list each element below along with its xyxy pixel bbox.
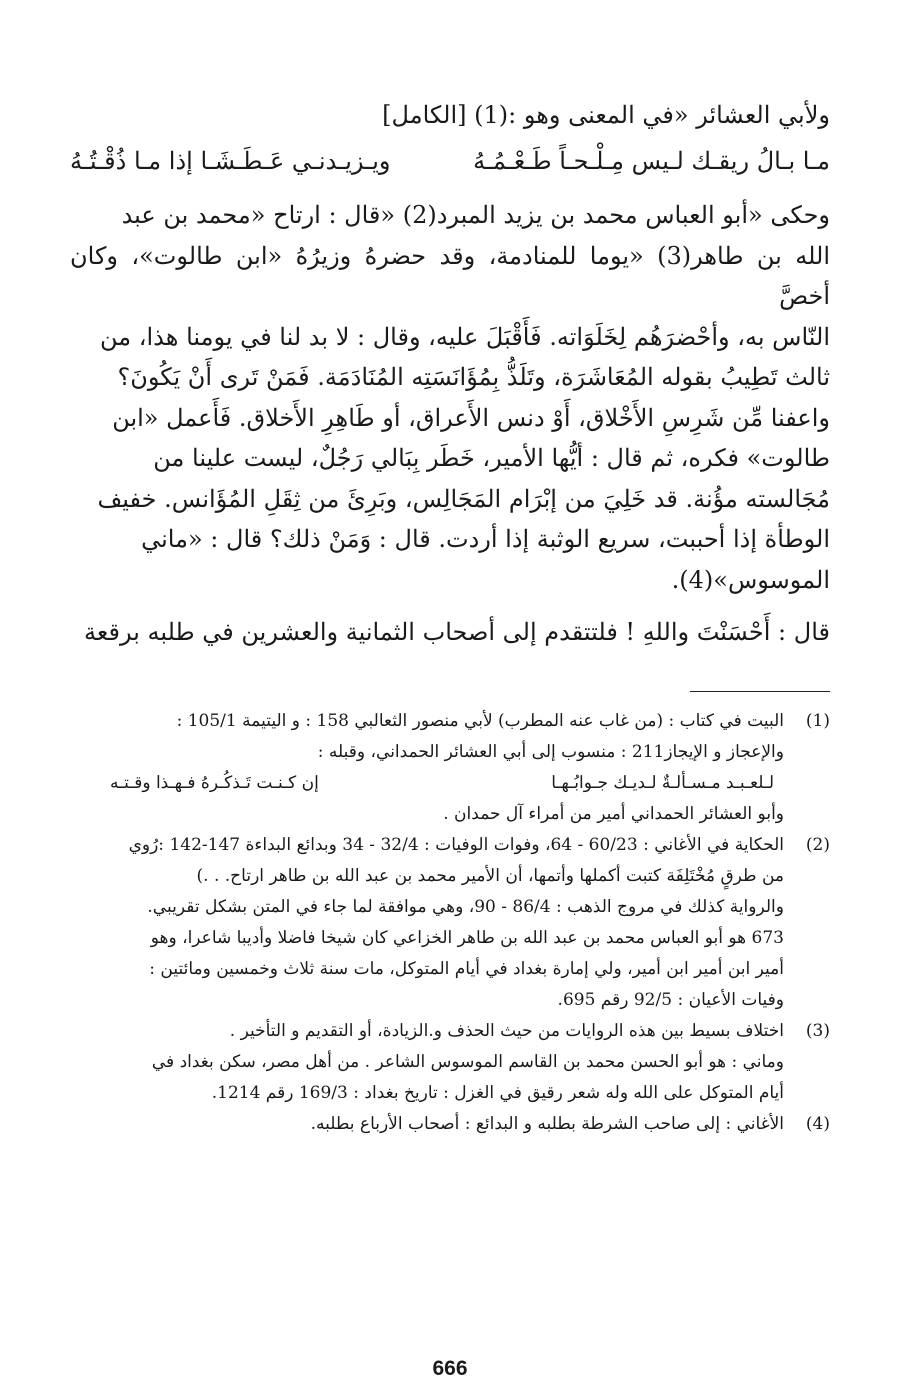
- footnote-line: والإعجاز و الإيجاز211 : منسوب إلى أبي العشائر الحمداني، وقبله :: [317, 741, 784, 762]
- footnote-body: [70, 830, 784, 1016]
- footnote-line: 673 هو أبو العباس محمد بن عبد الله بن طاهر الخزاعي كان شيخا فاضلا وأديبا شاعرا، وهو: [150, 927, 784, 948]
- footnote-2: [70, 830, 830, 1016]
- paragraph-line: ثالث تَطِيبُ بقوله المُعَاشَرَة، وتَلَذُّ بِمُؤَانَسَتِه المُنَادَمَة. فَمَنْ تَرى أَنْ يَكُونَ؟: [117, 363, 830, 391]
- footnote-body: [70, 1016, 784, 1109]
- footnote-number: (1): [805, 710, 830, 731]
- footnote-line: وفيات الأعيان : 92/5 رقم 695.: [557, 989, 784, 1010]
- footnote-line: والرواية كذلك في مروج الذهب : 86/4 - 90، وهي موافقة لما جاء في المتن بشكل تقريبي.: [147, 896, 784, 917]
- footnote-line: وماني : هو أبو الحسن محمد بن القاسم الموسوس الشاعر . من أهل مصر، سكن بغداد في: [151, 1051, 784, 1072]
- paragraph-line: واعفنا مِّن شَرِسِ الأَخْلاق، أَوْ دنس الأَعراق، أو طَاهِرِ الأَخلاق. فَأَعمل «ابن: [112, 403, 830, 432]
- footnote-line: أيام المتوكل على الله وله شعر رقيق في الغزل : تاريخ بغداد : 169/3 رقم 1214.: [211, 1082, 784, 1103]
- verse-first-hemistich: مـا بـالُ ريقـك لـيس مِـلْـحـاً طَـعْـمُـهُ: [473, 147, 830, 175]
- paragraph-line: النّاس به، وأحْضرَهُم لِخَلَوَاته. فَأَقْبَلَ عليه، وقال : لا بد لنا في يومنا هذا، من: [100, 322, 830, 351]
- footnote-number: (2): [805, 834, 830, 855]
- footnote-line: وأبو العشائر الحمداني أمير من أمراء آل حمدان .: [443, 803, 784, 824]
- paragraph-line: مُجَالسته مؤُنة. قد خَلِيَ من إبْرَام المَجَالِس، وبَرِئَ من ثِقَلِ المُؤَانس. خفيف: [97, 484, 830, 513]
- footnote-line: اختلاف بسيط بين هذه الروايات من حيث الحذف و.الزيادة، أو التقديم و التأخير .: [229, 1020, 784, 1041]
- verse-second-hemistich: ويـزيـدنـي عَـطَـشَـا إذا مـا ذُقْـتُـهُ: [70, 147, 391, 175]
- footnote-number: (3): [805, 1020, 830, 1041]
- footnote-4: [70, 1109, 830, 1140]
- footnote-3: [70, 1016, 830, 1109]
- main-paragraph: [70, 195, 830, 600]
- footnote-line: الأغاني : إلى صاحب الشرطة بطلبه و البدائع : أصحاب الأرباع بطلبه.: [310, 1113, 784, 1134]
- footnote-verse-second: إن كـنـت تَـذكُـرهُ فـهـذا وقـتـه: [110, 772, 319, 793]
- intro-line: ولأبي العشائر «في المعنى وهو :(1) [الكامل]: [382, 101, 830, 129]
- book-page: [70, 95, 830, 1380]
- footnote-line: أمير ابن أمير ابن أمير، ولي إمارة بغداد في أيام المتوكل، مات سنة ثلاث وخمسين ومائتين :: [149, 958, 784, 979]
- paragraph-line: طالوت» فكره، ثم قال : أيُّها الأمير، خَطَر بِبَالي رَجُلٌ، ليست علينا من: [153, 444, 830, 472]
- footnote-line: البيت في كتاب : (من غاب عنه المطرب) لأبي منصور الثعالبي 158 : و اليتيمة 105/1 :: [176, 710, 784, 731]
- paragraph-line: الموسوس»(4).: [671, 565, 830, 594]
- paragraph-line: الله بن طاهر(3) «يوما للمنادمة، وقد حضرهُ وزيرُهُ «ابن طالوت»، وكان أخصَّ: [70, 241, 830, 310]
- footnotes: [70, 706, 830, 1140]
- footnote-verse-first: لـلعـبـد مـسـألـةٌ لـديـك جـوابُـهـا: [551, 772, 774, 793]
- footnote-line: من طرقٍ مُخْتَلِفَة كتبت أكملها وأتمها، أن الأمير محمد بن عبد الله بن طاهر ارتاح. . .): [196, 865, 784, 886]
- footnote-1: [70, 706, 830, 830]
- footnote-body: [70, 706, 784, 830]
- page-number: 666: [432, 1357, 468, 1380]
- paragraph-line: الوطأة إذا أحببت، سريع الوثبة إذا أردت. قال : وَمَنْ ذلك؟ قال : «ماني: [141, 525, 830, 553]
- footnote-line: الحكاية في الأغاني : 60/23 - 64، وفوات الوفيات : 32/4 - 34 وبدائع البداءة 147-142 :رُوي: [128, 834, 784, 855]
- footnote-number: (4): [805, 1113, 830, 1134]
- last-paragraph: قال : أَحْسَنْتَ واللهِ ! فلتتقدم إلى أصحاب الثمانية والعشرين في طلبه برقعة: [84, 618, 830, 646]
- poem-verse: [70, 141, 830, 181]
- footnote-divider: [690, 691, 830, 692]
- paragraph-line: وحكى «أبو العباس محمد بن يزيد المبرد(2) «قال : ارتاح «محمد بن عبد: [121, 201, 830, 229]
- footnote-verse: [70, 768, 784, 799]
- footnote-body: [70, 1109, 784, 1140]
